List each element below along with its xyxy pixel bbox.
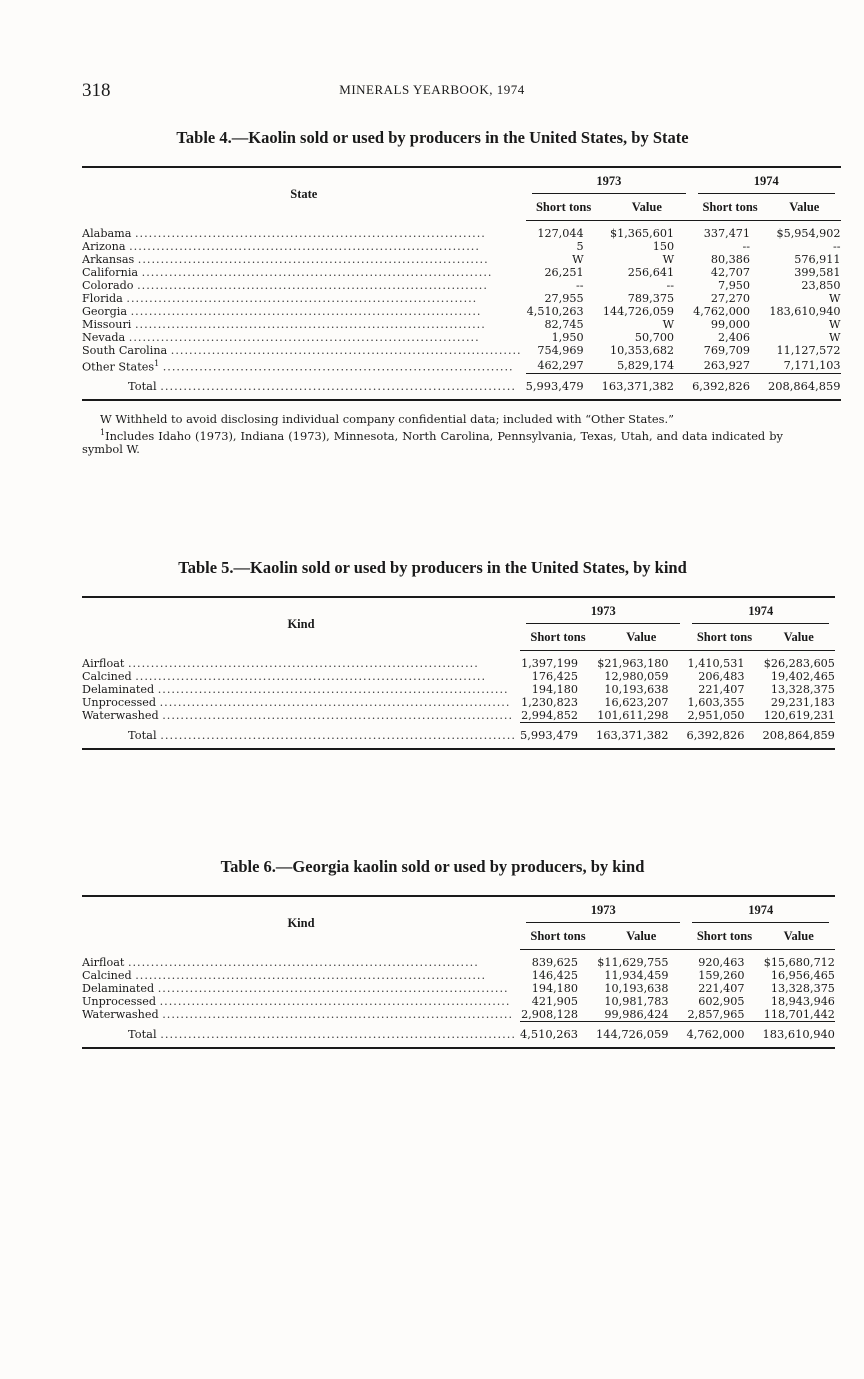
table-row xyxy=(82,318,841,331)
cell-1973-value: 789,375 xyxy=(627,292,675,305)
page-number: 318 xyxy=(82,80,111,101)
table-6-block xyxy=(82,857,835,1049)
table-5-block xyxy=(82,558,835,750)
col-short-tons: Short tons xyxy=(686,923,762,950)
row-label: Airfloat ............................................................................. xyxy=(82,955,479,969)
total-label: Total ............................................................................. xyxy=(128,1027,517,1041)
row-label: Nevada ............................................................................. xyxy=(82,331,480,344)
cell-1974-short-tons: 80,386 xyxy=(710,253,751,266)
table-title: Table 6.—Georgia kaolin sold or used by producers, by kind xyxy=(220,857,645,876)
row-label: Delaminated ............................................................................. xyxy=(82,982,509,995)
cell-1973-value: 144,726,059 xyxy=(602,305,675,318)
table-row xyxy=(82,266,841,279)
col-short-tons: Short tons xyxy=(686,624,762,651)
cell-1974-value: 11,127,572 xyxy=(776,344,841,357)
row-label: Colorado ............................................................................. xyxy=(82,279,488,292)
total-1974-value: 208,864,859 xyxy=(768,379,841,394)
year-header-1974: 1974 xyxy=(686,597,834,624)
cell-1973-short-tons: 27,955 xyxy=(544,292,584,305)
total-1973-short-tons: 5,993,479 xyxy=(520,728,579,742)
total-label: Total ............................................................................. xyxy=(128,379,517,394)
cell-1974-short-tons: 7,950 xyxy=(718,279,751,292)
cell-1974-value: 576,911 xyxy=(794,253,841,266)
row-label: Georgia ............................................................................. xyxy=(82,305,482,318)
cell-1973-value: -- xyxy=(666,279,675,292)
row-label: Unprocessed ............................................................................. xyxy=(82,696,511,709)
row-label: Calcined ............................................................................. xyxy=(82,670,487,683)
cell-1973-value: W xyxy=(662,253,675,266)
table-row xyxy=(82,292,841,305)
row-label: California ............................................................................. xyxy=(82,266,493,279)
cell-1974-short-tons: 206,483 xyxy=(698,670,745,683)
total-label: Total ............................................................................. xyxy=(128,728,517,742)
cell-1973-value: $11,629,755 xyxy=(597,956,669,969)
col-value: Value xyxy=(596,923,686,950)
table-4-block xyxy=(82,128,841,457)
cell-1973-value: 101,611,298 xyxy=(597,709,669,722)
cell-1974-short-tons: 602,905 xyxy=(698,995,745,1008)
cell-1973-short-tons: 82,745 xyxy=(544,318,584,331)
cell-1974-value: W xyxy=(829,318,841,331)
cell-1973-short-tons: 1,230,823 xyxy=(521,696,579,709)
col-value: Value xyxy=(768,194,840,221)
table-row xyxy=(82,950,835,970)
cell-1973-short-tons: 2,994,852 xyxy=(521,709,579,722)
col-value: Value xyxy=(602,194,692,221)
table-row xyxy=(82,279,841,292)
cell-1974-value: $26,283,605 xyxy=(763,657,835,670)
cell-1974-short-tons: 2,857,965 xyxy=(687,1008,745,1021)
row-label: Other States$^1$ ............................................................................. xyxy=(82,359,514,374)
total-row xyxy=(82,374,841,400)
data-table xyxy=(82,166,841,401)
table-row xyxy=(82,253,841,266)
cell-1973-short-tons: 462,297 xyxy=(537,358,584,372)
footnote-1: $^1$Includes Idaho (1973), Indiana (1973), Minnesota, North Carolina, Pennsylvania, Texas, Utah, and data indicated by symbol W. xyxy=(82,428,783,457)
cell-1973-short-tons: 194,180 xyxy=(531,982,579,995)
row-label: Missouri ............................................................................. xyxy=(82,318,486,331)
cell-1974-short-tons: 42,707 xyxy=(710,266,751,279)
table-row xyxy=(82,305,841,318)
table-title: Table 4.—Kaolin sold or used by producers in the United States, by State xyxy=(176,128,689,147)
cell-1974-short-tons: 769,709 xyxy=(703,344,751,357)
cell-1973-short-tons: 421,905 xyxy=(531,995,579,1008)
row-label: Calcined ............................................................................. xyxy=(82,969,487,982)
cell-1974-short-tons: 221,407 xyxy=(698,683,745,696)
cell-1974-value: 29,231,183 xyxy=(770,696,835,709)
cell-1973-value: $21,963,180 xyxy=(597,657,669,670)
cell-1974-value: -- xyxy=(832,240,841,253)
cell-1973-value: 5,829,174 xyxy=(617,358,675,372)
year-header-1974: 1974 xyxy=(686,896,834,923)
cell-1974-value: 16,956,465 xyxy=(770,969,835,982)
cell-1973-value: W xyxy=(662,318,675,331)
row-label: Waterwashed ............................................................................. xyxy=(82,709,514,723)
cell-1974-short-tons: -- xyxy=(742,240,751,253)
page-header xyxy=(82,80,782,104)
col-short-tons: Short tons xyxy=(520,923,596,950)
row-label: Airfloat ............................................................................. xyxy=(82,656,479,670)
row-label: Delaminated ............................................................................. xyxy=(82,683,509,696)
total-1974-short-tons: 4,762,000 xyxy=(686,1027,745,1041)
cell-1973-short-tons: 5 xyxy=(576,240,584,253)
cell-1973-value: 256,641 xyxy=(627,266,675,279)
cell-1973-short-tons: 2,908,128 xyxy=(521,1008,579,1021)
cell-1974-value: 183,610,940 xyxy=(769,305,841,318)
table-row xyxy=(82,331,841,344)
cell-1974-short-tons: 2,951,050 xyxy=(687,709,745,722)
cell-1973-short-tons: 127,044 xyxy=(537,227,584,240)
cell-1973-value: 10,193,638 xyxy=(604,982,669,995)
table-row xyxy=(82,651,835,671)
cell-1973-value: 10,981,783 xyxy=(604,995,669,1008)
table-row xyxy=(82,221,841,241)
table-title: Table 5.—Kaolin sold or used by producers in the United States, by kind xyxy=(178,558,687,577)
cell-1973-short-tons: -- xyxy=(576,279,584,292)
cell-1974-value: 19,402,465 xyxy=(770,670,835,683)
cell-1973-short-tons: 26,251 xyxy=(544,266,584,279)
cell-1973-value: 50,700 xyxy=(634,331,675,344)
cell-1974-short-tons: 2,406 xyxy=(718,331,751,344)
cell-1973-short-tons: 1,397,199 xyxy=(521,657,579,670)
cell-1973-value: 11,934,459 xyxy=(604,969,669,982)
cell-1974-value: 120,619,231 xyxy=(763,709,835,722)
year-header-1973: 1973 xyxy=(520,896,686,923)
row-label: Florida ............................................................................. xyxy=(82,292,478,305)
cell-1974-value: $5,954,902 xyxy=(776,227,841,240)
cell-1974-value: 7,171,103 xyxy=(783,358,841,372)
cell-1973-short-tons: 176,425 xyxy=(531,670,579,683)
table-row xyxy=(82,683,835,696)
row-label: Unprocessed ............................................................................. xyxy=(82,995,511,1008)
footnote-withheld: W Withheld to avoid disclosing individual company confidential data; included with “Other States.” xyxy=(100,412,674,427)
col-value: Value xyxy=(762,624,834,651)
cell-1973-value: $1,365,601 xyxy=(610,227,675,240)
cell-1973-value: 150 xyxy=(652,240,675,253)
data-table xyxy=(82,596,835,750)
cell-1974-value: $15,680,712 xyxy=(763,956,835,969)
cell-1974-short-tons: 337,471 xyxy=(703,227,751,240)
stub-header: State xyxy=(82,167,526,221)
cell-1974-short-tons: 1,603,355 xyxy=(687,696,745,709)
cell-1974-value: 118,701,442 xyxy=(763,1008,835,1021)
cell-1974-value: W xyxy=(829,292,841,305)
year-header-1974: 1974 xyxy=(692,167,840,194)
footnotes xyxy=(82,413,783,456)
table-row xyxy=(82,995,835,1008)
year-header-1973: 1973 xyxy=(520,597,686,624)
year-header-1973: 1973 xyxy=(526,167,692,194)
cell-1974-short-tons: 99,000 xyxy=(710,318,751,331)
stub-header: Kind xyxy=(82,896,520,950)
cell-1973-short-tons: 194,180 xyxy=(531,683,579,696)
running-title: MINERALS YEARBOOK, 1974 xyxy=(339,82,525,97)
cell-1974-value: 23,850 xyxy=(801,279,841,292)
col-short-tons: Short tons xyxy=(526,194,602,221)
col-short-tons: Short tons xyxy=(692,194,768,221)
cell-1974-value: 13,328,375 xyxy=(770,683,835,696)
cell-1974-short-tons: 4,762,000 xyxy=(693,305,751,318)
cell-1973-short-tons: 839,625 xyxy=(531,956,579,969)
cell-1974-short-tons: 263,927 xyxy=(703,358,751,372)
cell-1973-value: 12,980,059 xyxy=(604,670,669,683)
cell-1973-short-tons: W xyxy=(572,253,584,266)
total-1973-short-tons: 5,993,479 xyxy=(525,379,584,394)
total-1973-value: 163,371,382 xyxy=(596,728,669,742)
table-row xyxy=(82,240,841,253)
table-row xyxy=(82,709,835,723)
total-row xyxy=(82,723,835,749)
data-table xyxy=(82,895,835,1049)
cell-1973-short-tons: 146,425 xyxy=(531,969,579,982)
total-1973-short-tons: 4,510,263 xyxy=(520,1027,579,1041)
col-value: Value xyxy=(596,624,686,651)
cell-1973-short-tons: 1,950 xyxy=(551,331,584,344)
cell-1974-short-tons: 27,270 xyxy=(710,292,751,305)
total-1973-value: 163,371,382 xyxy=(601,379,675,394)
table-row xyxy=(82,969,835,982)
cell-1973-short-tons: 754,969 xyxy=(537,344,584,357)
row-label: Arkansas ............................................................................. xyxy=(82,253,489,266)
cell-1974-value: 18,943,946 xyxy=(770,995,835,1008)
cell-1974-short-tons: 920,463 xyxy=(698,956,745,969)
row-label: Alabama ............................................................................. xyxy=(82,226,486,240)
cell-1974-value: 399,581 xyxy=(794,266,841,279)
row-label: Arizona ............................................................................. xyxy=(82,240,480,253)
table-row xyxy=(82,357,841,374)
table-row xyxy=(82,344,841,357)
cell-1973-value: 10,193,638 xyxy=(604,683,669,696)
total-1974-short-tons: 6,392,826 xyxy=(686,728,745,742)
cell-1973-short-tons: 4,510,263 xyxy=(526,305,584,318)
cell-1973-value: 10,353,682 xyxy=(610,344,675,357)
table-row xyxy=(82,696,835,709)
total-1974-short-tons: 6,392,826 xyxy=(692,379,751,394)
row-label: Waterwashed ............................................................................. xyxy=(82,1008,514,1022)
row-label: South Carolina ............................................................................. xyxy=(82,344,522,357)
cell-1973-value: 99,986,424 xyxy=(604,1008,669,1021)
cell-1974-value: W xyxy=(829,331,841,344)
cell-1973-value: 16,623,207 xyxy=(604,696,669,709)
table-row xyxy=(82,982,835,995)
cell-1974-value: 13,328,375 xyxy=(770,982,835,995)
total-1974-value: 208,864,859 xyxy=(762,728,835,742)
total-1974-value: 183,610,940 xyxy=(762,1027,835,1041)
table-row xyxy=(82,670,835,683)
col-short-tons: Short tons xyxy=(520,624,596,651)
col-value: Value xyxy=(762,923,834,950)
total-row xyxy=(82,1022,835,1048)
stub-header: Kind xyxy=(82,597,520,651)
cell-1974-short-tons: 159,260 xyxy=(698,969,745,982)
cell-1974-short-tons: 221,407 xyxy=(698,982,745,995)
total-1973-value: 144,726,059 xyxy=(596,1027,669,1041)
cell-1974-short-tons: 1,410,531 xyxy=(687,657,745,670)
table-row xyxy=(82,1008,835,1022)
footnote-ref: 1 xyxy=(154,359,160,368)
